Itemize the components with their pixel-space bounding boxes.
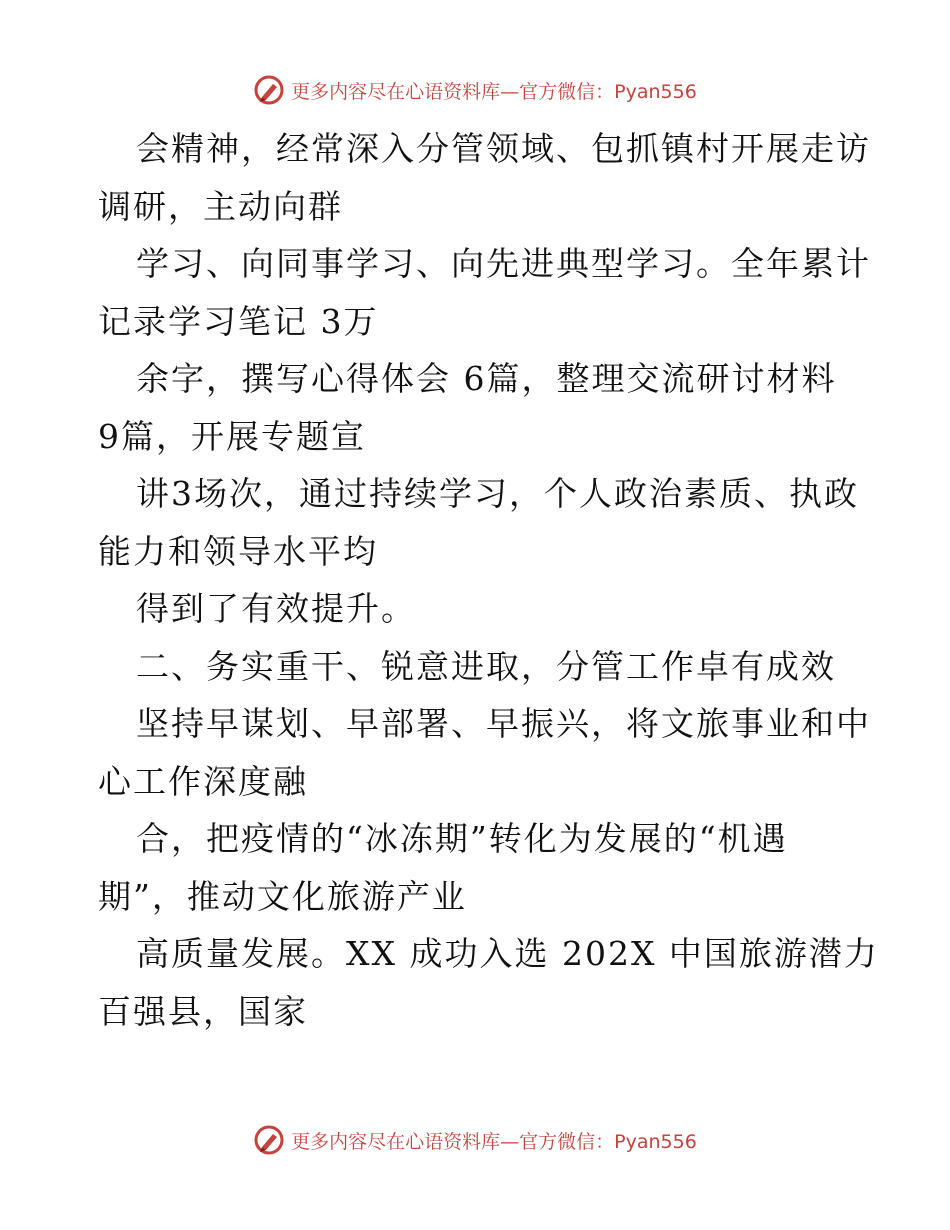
footer-banner (0, 1120, 950, 1160)
header-banner (0, 70, 950, 110)
body-line: 期”，推动文化旅游产业 (98, 876, 467, 916)
body-line: 得到了有效提升。 (136, 589, 416, 628)
banner-text: 更多内容尽在心语资料库— (291, 80, 520, 103)
banner-wechat: 官方微信：Pyan556 (519, 1130, 697, 1153)
body-line: 坚持早谋划、早部署、早振兴，将文旅事业和中 (136, 704, 871, 743)
body-line: 9篇，开展专题宣 (98, 416, 366, 456)
body-line: 二、务实重干、锐意进取，分管工作卓有成效 (136, 646, 836, 686)
body-line: 能力和领导水平均 (98, 531, 378, 571)
pen-logo-icon (253, 74, 285, 106)
body-line: 心工作深度融 (98, 761, 308, 801)
banner-wechat: 官方微信：Pyan556 (519, 80, 697, 103)
body-line: 讲3场次，通过持续学习，个人政治素质、执政 (136, 474, 859, 513)
banner-text: 更多内容尽在心语资料库— (291, 1130, 520, 1153)
body-line: 会精神，经常深入分管领域、包抓镇村开展走访 (136, 129, 871, 168)
body-line: 学习、向同事学习、向先进典型学习。全年累计 (136, 244, 871, 283)
body-line: 百强县，国家 (98, 991, 308, 1031)
body-line: 记录学习笔记 3万 (98, 301, 379, 341)
body-text (98, 120, 879, 1040)
body-line: 合，把疫情的“冰冻期”转化为发展的“机遇 (136, 819, 788, 858)
body-line: 调研，主动向群 (98, 186, 343, 226)
pen-logo-icon (253, 1124, 285, 1156)
body-line: 高质量发展。XX 成功入选 202X 中国旅游潜力 (136, 934, 879, 973)
body-line: 余字，撰写心得体会 6篇，整理交流研讨材料 (136, 359, 837, 398)
